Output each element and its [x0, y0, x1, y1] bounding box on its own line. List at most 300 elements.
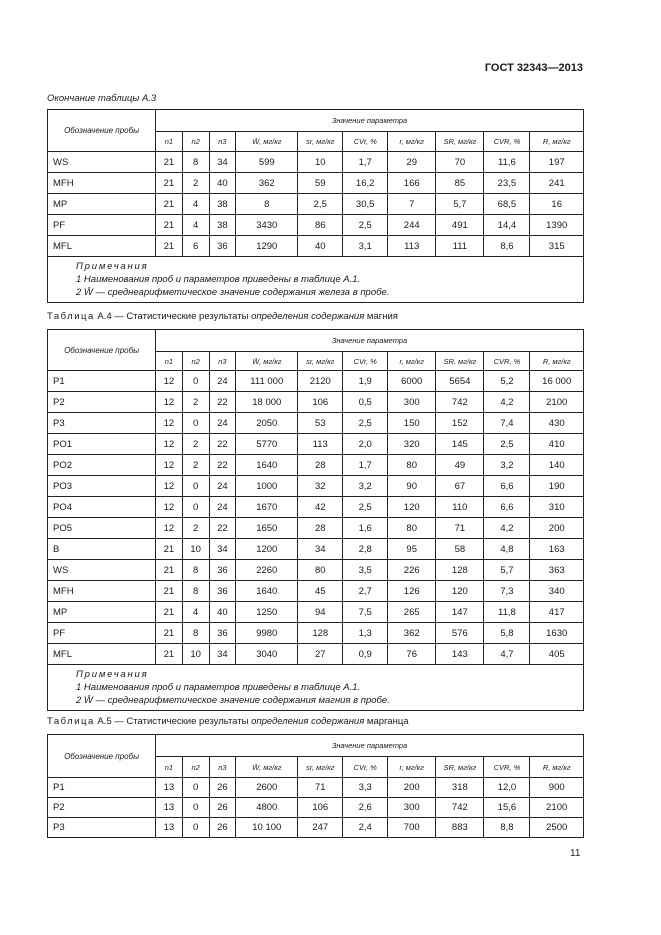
value-cell: 4,8: [484, 539, 530, 560]
value-cell: 0: [182, 798, 209, 818]
table-row: [48, 476, 584, 497]
value-cell: 12: [156, 413, 183, 434]
value-cell: 16: [530, 194, 584, 215]
value-cell: 21: [156, 152, 183, 173]
value-cell: 16,2: [343, 173, 388, 194]
value-cell: 68,5: [484, 194, 530, 215]
value-cell: 4,2: [484, 518, 530, 539]
header-parameter-value: Значение параметра: [156, 735, 584, 757]
note-line-1: 1 Наименования проб и параметров приведены в таблице А.1.: [76, 274, 361, 285]
table-row: [48, 371, 584, 392]
value-cell: 9980: [236, 623, 298, 644]
value-cell: 70: [436, 152, 484, 173]
header-col-7: r, мг/кг: [388, 352, 436, 371]
value-cell: 430: [530, 413, 584, 434]
value-cell: 13: [156, 818, 183, 838]
table-row: [48, 236, 584, 257]
value-cell: 8: [236, 194, 298, 215]
value-cell: 2,5: [343, 497, 388, 518]
value-cell: 1,6: [343, 518, 388, 539]
value-cell: 22: [209, 518, 236, 539]
sample-name-cell: MFL: [48, 236, 156, 257]
value-cell: 742: [436, 798, 484, 818]
value-cell: 8: [182, 581, 209, 602]
value-cell: 5770: [236, 434, 298, 455]
value-cell: 3430: [236, 215, 298, 236]
sample-name-cell: MFH: [48, 581, 156, 602]
value-cell: 40: [209, 173, 236, 194]
value-cell: 417: [530, 602, 584, 623]
value-cell: 8,6: [484, 236, 530, 257]
table-a5-caption: Таблица А.5 — Статистические результаты определения содержания марганца: [47, 716, 409, 727]
value-cell: 12: [156, 371, 183, 392]
value-cell: 742: [436, 392, 484, 413]
value-cell: 120: [436, 581, 484, 602]
value-cell: 152: [436, 413, 484, 434]
value-cell: 340: [530, 581, 584, 602]
value-cell: 1640: [236, 455, 298, 476]
header-col-5: sr, мг/кг: [298, 757, 343, 778]
value-cell: 12: [156, 434, 183, 455]
value-cell: 5,7: [484, 560, 530, 581]
value-cell: 491: [436, 215, 484, 236]
value-cell: 247: [298, 818, 343, 838]
note-line-2: 2 W̄ — среднеарифметическое значение содержания железа в пробе.: [76, 287, 390, 298]
value-cell: 410: [530, 434, 584, 455]
header-col-6: CVr, %: [343, 352, 388, 371]
table-a3-caption: Окончание таблицы А.3: [47, 93, 157, 104]
value-cell: 1390: [530, 215, 584, 236]
value-cell: 36: [209, 623, 236, 644]
value-cell: 2: [182, 392, 209, 413]
header-parameter-value: Значение параметра: [156, 330, 584, 352]
value-cell: 300: [388, 392, 436, 413]
value-cell: 320: [388, 434, 436, 455]
value-cell: 4800: [236, 798, 298, 818]
value-cell: 147: [436, 602, 484, 623]
value-cell: 28: [298, 518, 343, 539]
value-cell: 12: [156, 518, 183, 539]
value-cell: 3,2: [343, 476, 388, 497]
value-cell: 86: [298, 215, 343, 236]
header-col-4: W̄, мг/кг: [236, 352, 298, 371]
value-cell: 71: [436, 518, 484, 539]
value-cell: 2: [182, 455, 209, 476]
value-cell: 3,2: [484, 455, 530, 476]
value-cell: 26: [209, 778, 236, 798]
value-cell: 34: [209, 539, 236, 560]
value-cell: 0,5: [343, 392, 388, 413]
value-cell: 106: [298, 392, 343, 413]
value-cell: 0: [182, 818, 209, 838]
note-line-1: 1 Наименования проб и параметров приведены в таблице А.1.: [76, 682, 361, 693]
sample-name-cell: WS: [48, 560, 156, 581]
value-cell: 76: [388, 644, 436, 665]
value-cell: 143: [436, 644, 484, 665]
table-row: [48, 152, 584, 173]
value-cell: 166: [388, 173, 436, 194]
value-cell: 362: [236, 173, 298, 194]
value-cell: 3,5: [343, 560, 388, 581]
sample-name-cell: PO3: [48, 476, 156, 497]
table-row: [48, 539, 584, 560]
value-cell: 1000: [236, 476, 298, 497]
value-cell: 6,6: [484, 476, 530, 497]
table-row: [48, 602, 584, 623]
value-cell: 5,2: [484, 371, 530, 392]
header-col-8: SR, мг/кг: [436, 757, 484, 778]
header-col-6: CVr, %: [343, 757, 388, 778]
value-cell: 3,3: [343, 778, 388, 798]
value-cell: 12,0: [484, 778, 530, 798]
value-cell: 38: [209, 194, 236, 215]
value-cell: 15,6: [484, 798, 530, 818]
table-row: [48, 623, 584, 644]
sample-name-cell: PO4: [48, 497, 156, 518]
value-cell: 7: [388, 194, 436, 215]
value-cell: 32: [298, 476, 343, 497]
value-cell: 4: [182, 215, 209, 236]
value-cell: 110: [436, 497, 484, 518]
value-cell: 1200: [236, 539, 298, 560]
value-cell: 0: [182, 371, 209, 392]
header-col-10: R, мг/кг: [530, 132, 584, 152]
value-cell: 405: [530, 644, 584, 665]
standard-number: ГОСТ 32343—2013: [484, 62, 583, 74]
value-cell: 106: [298, 798, 343, 818]
value-cell: 2,5: [298, 194, 343, 215]
table-a5: [47, 734, 584, 838]
value-cell: 1,3: [343, 623, 388, 644]
header-col-1: n1: [156, 132, 183, 152]
value-cell: 34: [209, 644, 236, 665]
value-cell: 36: [209, 560, 236, 581]
value-cell: 26: [209, 818, 236, 838]
notes-title: Примечания: [76, 669, 149, 680]
value-cell: 27: [298, 644, 343, 665]
value-cell: 111: [436, 236, 484, 257]
value-cell: 21: [156, 560, 183, 581]
value-cell: 1670: [236, 497, 298, 518]
value-cell: 2,6: [343, 798, 388, 818]
value-cell: 113: [298, 434, 343, 455]
table-a4-caption: Таблица А.4 — Статистические результаты определения содержания магния: [47, 311, 398, 322]
notes-title: Примечания: [76, 261, 149, 272]
value-cell: 7,5: [343, 602, 388, 623]
value-cell: 3,1: [343, 236, 388, 257]
header-col-1: n1: [156, 352, 183, 371]
header-col-5: sr, мг/кг: [298, 132, 343, 152]
value-cell: 2,0: [343, 434, 388, 455]
value-cell: 145: [436, 434, 484, 455]
value-cell: 10: [182, 644, 209, 665]
value-cell: 29: [388, 152, 436, 173]
sample-name-cell: P1: [48, 778, 156, 798]
table-row: [48, 173, 584, 194]
header-col-2: n2: [182, 132, 209, 152]
table-row: [48, 581, 584, 602]
header-col-7: r, мг/кг: [388, 132, 436, 152]
value-cell: 12: [156, 476, 183, 497]
value-cell: 315: [530, 236, 584, 257]
table-row: [48, 434, 584, 455]
sample-name-cell: MP: [48, 194, 156, 215]
value-cell: 16 000: [530, 371, 584, 392]
value-cell: 85: [436, 173, 484, 194]
value-cell: 24: [209, 371, 236, 392]
header-col-9: CVR, %: [484, 352, 530, 371]
sample-name-cell: P2: [48, 392, 156, 413]
value-cell: 5,7: [436, 194, 484, 215]
sample-name-cell: PF: [48, 623, 156, 644]
value-cell: 23,5: [484, 173, 530, 194]
value-cell: 2100: [530, 798, 584, 818]
sample-name-cell: P2: [48, 798, 156, 818]
value-cell: 53: [298, 413, 343, 434]
value-cell: 40: [209, 602, 236, 623]
value-cell: 2050: [236, 413, 298, 434]
value-cell: 95: [388, 539, 436, 560]
table-row: [48, 644, 584, 665]
header-col-8: SR, мг/кг: [436, 132, 484, 152]
value-cell: 2: [182, 518, 209, 539]
value-cell: 0: [182, 778, 209, 798]
value-cell: 40: [298, 236, 343, 257]
header-col-4: W̄, мг/кг: [236, 757, 298, 778]
sample-name-cell: MFH: [48, 173, 156, 194]
sample-name-cell: MP: [48, 602, 156, 623]
value-cell: 244: [388, 215, 436, 236]
value-cell: 2,5: [484, 434, 530, 455]
header-sample: Обозначение пробы: [48, 110, 156, 152]
header-sample: Обозначение пробы: [48, 330, 156, 371]
value-cell: 2: [182, 434, 209, 455]
value-cell: 22: [209, 434, 236, 455]
value-cell: 362: [388, 623, 436, 644]
sample-name-cell: P1: [48, 371, 156, 392]
value-cell: 200: [388, 778, 436, 798]
header-col-10: R, мг/кг: [530, 757, 584, 778]
value-cell: 900: [530, 778, 584, 798]
value-cell: 2120: [298, 371, 343, 392]
header-col-2: n2: [182, 352, 209, 371]
sample-name-cell: P3: [48, 818, 156, 838]
sample-name-cell: PF: [48, 215, 156, 236]
value-cell: 226: [388, 560, 436, 581]
value-cell: 2260: [236, 560, 298, 581]
value-cell: 4: [182, 602, 209, 623]
header-col-3: n3: [209, 132, 236, 152]
sample-name-cell: WS: [48, 152, 156, 173]
value-cell: 80: [298, 560, 343, 581]
value-cell: 12: [156, 497, 183, 518]
table-a4: [47, 329, 584, 711]
table-row: [48, 818, 584, 838]
value-cell: 883: [436, 818, 484, 838]
header-col-9: CVR, %: [484, 757, 530, 778]
table-row: [48, 455, 584, 476]
value-cell: 310: [530, 497, 584, 518]
header-col-3: n3: [209, 352, 236, 371]
sample-name-cell: P3: [48, 413, 156, 434]
value-cell: 0,9: [343, 644, 388, 665]
value-cell: 42: [298, 497, 343, 518]
value-cell: 163: [530, 539, 584, 560]
value-cell: 2,4: [343, 818, 388, 838]
table-row: [48, 518, 584, 539]
value-cell: 6,6: [484, 497, 530, 518]
value-cell: 300: [388, 798, 436, 818]
value-cell: 6: [182, 236, 209, 257]
value-cell: 1,9: [343, 371, 388, 392]
value-cell: 24: [209, 476, 236, 497]
table-row: [48, 560, 584, 581]
sample-name-cell: PO2: [48, 455, 156, 476]
table-a4-notes: [48, 665, 584, 711]
value-cell: 21: [156, 623, 183, 644]
value-cell: 0: [182, 497, 209, 518]
value-cell: 190: [530, 476, 584, 497]
value-cell: 59: [298, 173, 343, 194]
value-cell: 34: [209, 152, 236, 173]
value-cell: 94: [298, 602, 343, 623]
value-cell: 67: [436, 476, 484, 497]
table-a3-notes: [48, 257, 584, 303]
value-cell: 28: [298, 455, 343, 476]
value-cell: 58: [436, 539, 484, 560]
value-cell: 1250: [236, 602, 298, 623]
table-row: [48, 778, 584, 798]
header-col-1: n1: [156, 757, 183, 778]
value-cell: 126: [388, 581, 436, 602]
header-col-4: W̄, мг/кг: [236, 132, 298, 152]
value-cell: 12: [156, 392, 183, 413]
value-cell: 21: [156, 236, 183, 257]
value-cell: 10: [298, 152, 343, 173]
value-cell: 8: [182, 623, 209, 644]
value-cell: 5,8: [484, 623, 530, 644]
value-cell: 2: [182, 173, 209, 194]
value-cell: 140: [530, 455, 584, 476]
value-cell: 599: [236, 152, 298, 173]
value-cell: 11,6: [484, 152, 530, 173]
value-cell: 80: [388, 518, 436, 539]
value-cell: 18 000: [236, 392, 298, 413]
table-row: [48, 194, 584, 215]
value-cell: 318: [436, 778, 484, 798]
value-cell: 7,3: [484, 581, 530, 602]
value-cell: 49: [436, 455, 484, 476]
value-cell: 21: [156, 602, 183, 623]
value-cell: 12: [156, 455, 183, 476]
value-cell: 200: [530, 518, 584, 539]
value-cell: 36: [209, 236, 236, 257]
header-col-2: n2: [182, 757, 209, 778]
value-cell: 8,8: [484, 818, 530, 838]
table-row: [48, 798, 584, 818]
value-cell: 21: [156, 215, 183, 236]
value-cell: 1640: [236, 581, 298, 602]
value-cell: 111 000: [236, 371, 298, 392]
value-cell: 21: [156, 173, 183, 194]
value-cell: 21: [156, 194, 183, 215]
value-cell: 10 100: [236, 818, 298, 838]
value-cell: 4,7: [484, 644, 530, 665]
value-cell: 26: [209, 798, 236, 818]
value-cell: 21: [156, 539, 183, 560]
value-cell: 700: [388, 818, 436, 838]
value-cell: 10: [182, 539, 209, 560]
table-row: [48, 497, 584, 518]
value-cell: 22: [209, 455, 236, 476]
value-cell: 11,8: [484, 602, 530, 623]
header-sample: Обозначение пробы: [48, 735, 156, 778]
value-cell: 2,5: [343, 413, 388, 434]
value-cell: 120: [388, 497, 436, 518]
value-cell: 34: [298, 539, 343, 560]
value-cell: 1,7: [343, 455, 388, 476]
value-cell: 13: [156, 798, 183, 818]
sample-name-cell: MFL: [48, 644, 156, 665]
value-cell: 241: [530, 173, 584, 194]
value-cell: 2500: [530, 818, 584, 838]
value-cell: 4: [182, 194, 209, 215]
value-cell: 6000: [388, 371, 436, 392]
value-cell: 5654: [436, 371, 484, 392]
header-col-5: sr, мг/кг: [298, 352, 343, 371]
value-cell: 21: [156, 644, 183, 665]
value-cell: 38: [209, 215, 236, 236]
value-cell: 13: [156, 778, 183, 798]
value-cell: 150: [388, 413, 436, 434]
value-cell: 90: [388, 476, 436, 497]
header-col-10: R, мг/кг: [530, 352, 584, 371]
sample-name-cell: PO5: [48, 518, 156, 539]
table-row: [48, 392, 584, 413]
value-cell: 0: [182, 476, 209, 497]
value-cell: 576: [436, 623, 484, 644]
value-cell: 21: [156, 581, 183, 602]
value-cell: 80: [388, 455, 436, 476]
value-cell: 2600: [236, 778, 298, 798]
value-cell: 128: [436, 560, 484, 581]
value-cell: 24: [209, 497, 236, 518]
value-cell: 1630: [530, 623, 584, 644]
value-cell: 24: [209, 413, 236, 434]
value-cell: 4,2: [484, 392, 530, 413]
value-cell: 3040: [236, 644, 298, 665]
note-line-2: 2 W̄ — среднеарифметическое значение содержания магния в пробе.: [76, 695, 390, 706]
value-cell: 2100: [530, 392, 584, 413]
value-cell: 30,5: [343, 194, 388, 215]
table-row: [48, 215, 584, 236]
value-cell: 7,4: [484, 413, 530, 434]
value-cell: 14,4: [484, 215, 530, 236]
page-number: 11: [570, 848, 581, 859]
value-cell: 1650: [236, 518, 298, 539]
value-cell: 1290: [236, 236, 298, 257]
sample-name-cell: B: [48, 539, 156, 560]
header-col-6: CVr, %: [343, 132, 388, 152]
sample-name-cell: PO1: [48, 434, 156, 455]
value-cell: 363: [530, 560, 584, 581]
header-col-7: r, мг/кг: [388, 757, 436, 778]
value-cell: 2,8: [343, 539, 388, 560]
header-col-9: CVR, %: [484, 132, 530, 152]
value-cell: 45: [298, 581, 343, 602]
value-cell: 22: [209, 392, 236, 413]
table-a3: [47, 109, 584, 303]
